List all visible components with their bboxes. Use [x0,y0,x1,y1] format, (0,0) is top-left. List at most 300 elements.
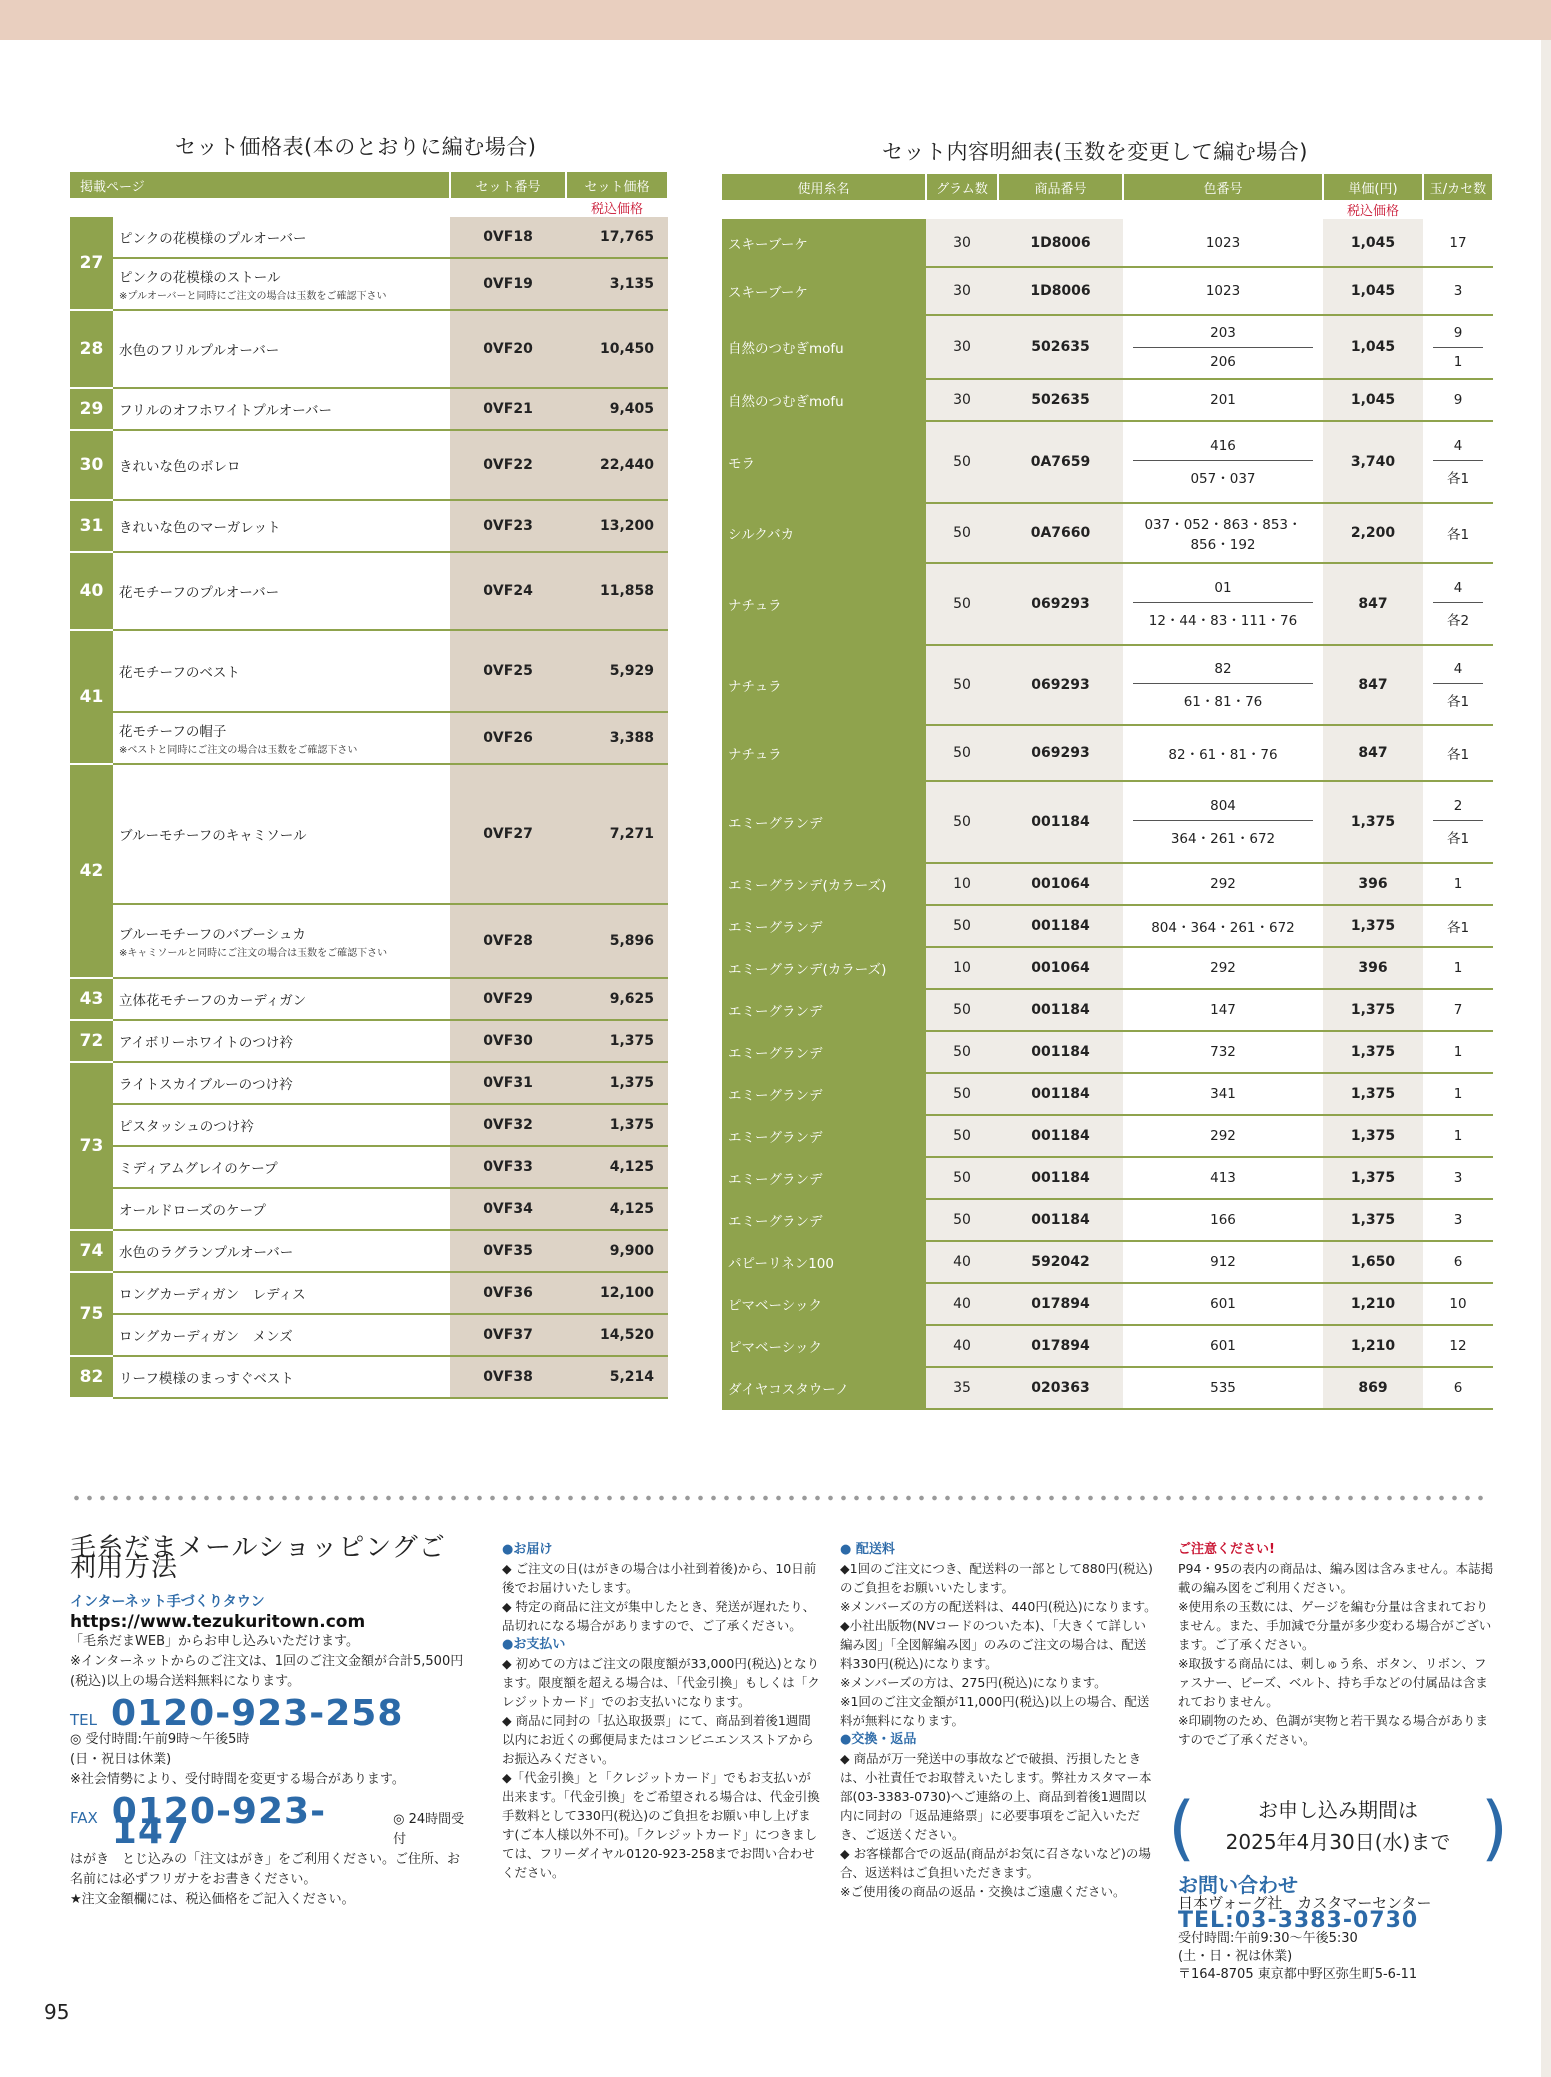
product-number: 001064 [998,863,1123,905]
shopping-info [70,1533,470,1910]
color-number: 206 [1210,353,1236,370]
unit-price: 2,200 [1323,503,1423,563]
delivery-payment-info [502,1540,822,1882]
item-name: ピンクの花模様のストール [119,270,281,286]
color-number: 912 [1210,1254,1236,1270]
color-numbers [1123,421,1323,503]
unit-price: 1,650 [1323,1241,1423,1283]
qty [1423,1115,1493,1157]
item-name-cell [113,1356,450,1398]
set-row [70,1230,668,1272]
fax-number[interactable]: 0120-923-147 [111,1791,327,1852]
unit-price: 3,740 [1323,421,1423,503]
returns-p3: ※ご使用後の商品の返品・交換はご遠慮ください。 [840,1884,1126,1899]
set-row [70,310,668,388]
set-row [70,764,668,904]
web-line: 「毛糸だまWEB」からお申し込みいただけます。 [70,1634,359,1649]
skein-count: 7 [1453,1002,1463,1018]
set-price: 1,375 [566,1104,668,1146]
item-name: ロングカーディガン レディス [119,1287,306,1303]
color-numbers [1123,1199,1323,1241]
skein-count: 1 [1453,876,1463,892]
grams: 10 [926,947,998,989]
skein-count: 1 [1453,353,1463,370]
unit-price: 1,375 [1323,1073,1423,1115]
set-row [70,1062,668,1104]
grams: 50 [926,905,998,947]
set-number: 0VF34 [450,1188,566,1230]
unit-price: 847 [1323,725,1423,781]
detail-row [722,1241,1493,1283]
divider [1133,460,1313,461]
set-price-table [70,172,669,1399]
yarn-name: パピーリネン100 [722,1241,926,1283]
color-number: 601 [1210,1296,1236,1312]
item-note: ※ベストと同時にご注文の場合は玉数をご確認下さい [119,745,358,756]
detail-row [722,989,1493,1031]
color-numbers [1123,1283,1323,1325]
qty [1423,1367,1493,1409]
yarn-name: エミーグランデ [722,989,926,1031]
internet-heading: インターネット手づくりタウン [70,1594,265,1610]
color-number: 201 [1210,392,1236,408]
divider [1133,683,1313,684]
detail-row [722,645,1493,725]
item-name-cell [113,1020,450,1062]
skein-count: 10 [1449,1296,1467,1312]
set-number: 0VF26 [450,712,566,764]
product-number: 001184 [998,1115,1123,1157]
skein-count: 9 [1453,324,1463,341]
item-name: ブルーモチーフのバブーシュカ [119,927,306,943]
set-number: 0VF20 [450,310,566,388]
detail-row [722,1031,1493,1073]
set-row [70,430,668,500]
grams: 30 [926,379,998,421]
detail-row [722,1199,1493,1241]
qty [1423,725,1493,781]
grams: 50 [926,1031,998,1073]
set-number: 0VF38 [450,1356,566,1398]
header-yarn: 使用糸名 [722,174,926,200]
yarn-name: モラ [722,421,926,503]
skein-count: 3 [1453,283,1463,299]
qty [1423,1031,1493,1073]
shipping-returns-info [840,1540,1158,1901]
product-number: 069293 [998,645,1123,725]
color-number: 1023 [1205,234,1241,251]
set-number: 0VF21 [450,388,566,430]
postcard-note: はがき とじ込みの「注文はがき」をご利用ください。ご住所、お名前には必ずフリガナをお書きください。 [70,1852,461,1887]
set-number: 0VF29 [450,978,566,1020]
item-name: リーフ模様のまっすぐベスト [119,1371,294,1387]
set-price: 1,375 [566,1020,668,1062]
color-numbers [1123,563,1323,645]
qty [1423,563,1493,645]
item-name-cell [113,978,450,1020]
detail-row [722,781,1493,863]
item-name-cell [113,1062,450,1104]
qty [1423,1241,1493,1283]
unit-price: 1,045 [1323,315,1423,379]
grams: 35 [926,1367,998,1409]
page-cell: 75 [70,1272,113,1356]
item-name: ピスタッシュのつけ衿 [119,1119,254,1135]
set-number: 0VF27 [450,764,566,904]
item-name-cell [113,1314,450,1356]
fax-label: FAX [70,1809,98,1827]
color-number: 416 [1210,437,1236,454]
detail-row [722,947,1493,989]
product-number: 001184 [998,905,1123,947]
detail-row [722,315,1493,379]
shipping-p5: ※1回のご注文金額が11,000円(税込)以上の場合、配送料が無料になります。 [840,1694,1150,1728]
color-number: 166 [1210,1212,1236,1228]
detail-row [722,1367,1493,1409]
grams: 50 [926,781,998,863]
color-number: 147 [1210,1002,1236,1018]
set-price: 1,375 [566,1062,668,1104]
set-price: 17,765 [566,217,668,258]
delivery-p2: ◆ 特定の商品に注文が集中したとき、発送が遅れたり、品切れになる場合がありますので、ご了承ください。 [502,1599,816,1633]
color-numbers [1123,379,1323,421]
yarn-name: エミーグランデ(カラーズ) [722,947,926,989]
product-number: 1D8006 [998,267,1123,315]
page-cell: 41 [70,630,113,764]
set-price: 11,858 [566,552,668,630]
unit-price: 1,375 [1323,1199,1423,1241]
color-number: 01 [1214,579,1232,596]
item-name-cell [113,217,450,258]
unit-price: 396 [1323,947,1423,989]
qty [1423,503,1493,563]
item-name-cell [113,764,450,904]
divider [1133,820,1313,821]
payment-heading: ●お支払い [502,1637,566,1652]
page-cell: 28 [70,310,113,388]
set-price: 5,896 [566,904,668,978]
detail-row [722,379,1493,421]
hours-days: (日・祝日は休業) [70,1752,172,1767]
color-numbers [1123,219,1323,267]
contact-address: 〒164-8705 東京都中野区弥生町5-6-11 [1178,1967,1418,1982]
skein-count: 6 [1453,1380,1463,1396]
color-number: 12・44・83・111・76 [1148,612,1298,629]
grams: 30 [926,219,998,267]
contact-info [1178,1873,1498,1984]
set-number: 0VF24 [450,552,566,630]
set-number: 0VF18 [450,217,566,258]
product-number: 502635 [998,379,1123,421]
yarn-name: 自然のつむぎmofu [722,315,926,379]
product-number: 069293 [998,563,1123,645]
set-number: 0VF35 [450,1230,566,1272]
returns-p2: ◆ お客様都合での返品(商品がお気に召さないなど)の場合、返送料はご負担いただきます。 [840,1846,1151,1880]
detail-row [722,1157,1493,1199]
yarn-name: エミーグランデ [722,905,926,947]
color-number: 292 [1210,960,1236,976]
item-name: きれいな色のマーガレット [119,520,281,536]
detail-row [722,563,1493,645]
item-name: 水色のラグランプルオーバー [119,1245,294,1261]
divider [1433,820,1483,821]
header-grams: グラム数 [926,174,998,200]
yarn-name: ナチュラ [722,645,926,725]
set-price: 22,440 [566,430,668,500]
yarn-name: エミーグランデ [722,1115,926,1157]
payment-p3: ◆「代金引換」と「クレジットカード」でもお支払いが出来ます。「代金引換」をご希望される場合は、代金引換手数料として330円(税込)のご負担をお願い申し上げます(ご本人様以外不可)。「クレジットカード」につきましては、フリーダイヤル0120-923-258までお問い合わせください。 [502,1770,820,1880]
qty [1423,989,1493,1031]
item-name-cell [113,1188,450,1230]
shipping-p2: ※メンバーズの方の配送料は、440円(税込)になります。 [840,1599,1157,1614]
returns-heading: ●交換・返品 [840,1732,917,1747]
divider [1133,602,1313,603]
set-number: 0VF37 [450,1314,566,1356]
color-number: 037・052・863・853・856・192 [1144,517,1302,553]
color-numbers [1123,1115,1323,1157]
product-number: 001064 [998,947,1123,989]
grams: 10 [926,863,998,905]
shipping-p1: ◆1回のご注文につき、配送料の一部として880円(税込)のご負担をお願いいたします。 [840,1561,1153,1595]
item-note: ※キャミソールと同時にご注文の場合は玉数をご確認下さい [119,948,388,959]
skein-count: 各1 [1446,830,1470,847]
page-cell: 73 [70,1062,113,1230]
skein-count: 1 [1453,960,1463,976]
qty [1423,219,1493,267]
qty [1423,379,1493,421]
yarn-name: スキーブーケ [722,219,926,267]
unit-price: 1,210 [1323,1283,1423,1325]
page-number: 95 [44,2000,70,2024]
skein-count: 3 [1453,1212,1463,1228]
item-name: 花モチーフのプルオーバー [119,585,280,601]
grams: 50 [926,725,998,781]
set-row [70,1020,668,1062]
set-number: 0VF31 [450,1062,566,1104]
contact-days: (土・日・祝は休業) [1178,1949,1293,1964]
caution-p1: P94・95の表内の商品は、編み図は含みません。本誌掲載の編み図をご利用ください。 [1178,1561,1494,1595]
grams: 50 [926,1073,998,1115]
item-name: フリルのオフホワイトプルオーバー [119,403,333,419]
page-cell: 42 [70,764,113,978]
page-cell: 82 [70,1356,113,1398]
set-number: 0VF36 [450,1272,566,1314]
unit-price: 1,210 [1323,1325,1423,1367]
detail-row [722,1325,1493,1367]
color-number: 364・261・672 [1170,830,1276,847]
product-number: 001184 [998,1199,1123,1241]
product-number: 001184 [998,781,1123,863]
set-number: 0VF30 [450,1020,566,1062]
skein-count: 6 [1453,1254,1463,1270]
color-numbers [1123,315,1323,379]
item-name: ライトスカイブルーのつけ衿 [119,1077,293,1093]
skein-count: 4 [1453,437,1463,454]
yarn-name: エミーグランデ [722,1199,926,1241]
item-name-cell [113,1104,450,1146]
color-number: 292 [1210,1128,1236,1144]
item-name-cell [113,1272,450,1314]
set-price: 4,125 [566,1188,668,1230]
color-number: 82 [1214,660,1232,677]
set-row [70,712,668,764]
color-number: 732 [1210,1044,1236,1060]
skein-count: 4 [1453,579,1463,596]
contact-heading: お問い合わせ [1178,1873,1298,1897]
set-row [70,258,668,310]
unit-price: 1,045 [1323,219,1423,267]
detail-row [722,267,1493,315]
skein-count: 9 [1453,392,1463,408]
item-name: ミディアムグレイのケープ [119,1161,278,1177]
page-cell: 40 [70,552,113,630]
yarn-name: エミーグランデ [722,1157,926,1199]
qty [1423,421,1493,503]
qty [1423,267,1493,315]
unit-price: 847 [1323,645,1423,725]
returns-p1: ◆ 商品が万一発送中の事故などで破損、汚損したときは、小社責任でお取替えいたします。弊社カスタマー本部(03-3383-0730)へご連絡の上、商品到着後1週間以内に同封の「返品連絡票」に必要事項をご記入いただき、ご返送ください。 [840,1751,1152,1842]
item-name-cell [113,388,450,430]
set-price: 9,900 [566,1230,668,1272]
skein-count: 各1 [1446,527,1470,543]
set-row [70,1146,668,1188]
unit-price: 1,045 [1323,267,1423,315]
qty [1423,863,1493,905]
set-price: 5,214 [566,1356,668,1398]
unit-price: 396 [1323,863,1423,905]
skein-count: 2 [1453,797,1463,814]
tax-label: 税込価格 [590,202,643,217]
grams: 50 [926,989,998,1031]
header-color: 色番号 [1123,174,1323,200]
detail-row [722,219,1493,267]
set-row [70,552,668,630]
grams: 50 [926,1157,998,1199]
product-number: 017894 [998,1283,1123,1325]
set-number: 0VF23 [450,500,566,552]
color-numbers [1123,1241,1323,1283]
header-set-price: セット価格 [566,172,668,198]
hours-note: ※社会情勢により、受付時間を変更する場合があります。 [70,1772,405,1787]
detail-row [722,1283,1493,1325]
page-cell: 27 [70,217,113,310]
yarn-name: ナチュラ [722,563,926,645]
yarn-name: シルクバカ [722,503,926,563]
grams: 50 [926,563,998,645]
tel-label: TEL [70,1711,97,1729]
item-name-cell [113,310,450,388]
skein-count: 12 [1449,1338,1467,1354]
detail-row [722,1073,1493,1115]
color-numbers [1123,1031,1323,1073]
divider [1433,683,1483,684]
set-row [70,904,668,978]
unit-price: 847 [1323,563,1423,645]
divider [1433,347,1483,348]
product-number: 0A7659 [998,421,1123,503]
set-price: 13,200 [566,500,668,552]
color-number: 1023 [1205,283,1241,299]
item-name-cell [113,630,450,712]
grams: 40 [926,1283,998,1325]
set-number: 0VF33 [450,1146,566,1188]
yarn-name: エミーグランデ [722,781,926,863]
bracket-right-icon: ) [1480,1787,1508,1869]
yarn-name: スキーブーケ [722,267,926,315]
contact-tel[interactable]: TEL:03-3383-0730 [1178,1908,1419,1933]
shopping-title: 毛糸だまメールショッピングご利用方法 [70,1533,446,1583]
yarn-name: エミーグランデ [722,1073,926,1115]
yarn-name: エミーグランデ [722,1031,926,1073]
skein-count: 17 [1449,234,1467,251]
delivery-p1: ◆ ご注文の日(はがきの場合は小社到着後)から、10日前後でお届けいたします。 [502,1561,817,1595]
skein-count: 1 [1453,1086,1463,1102]
fax-note: ◎ 24時間受付 [393,1812,465,1847]
set-row [70,1356,668,1398]
detail-row [722,725,1493,781]
caution-heading: ご注意ください! [1178,1542,1275,1557]
item-name-cell [113,500,450,552]
color-numbers [1123,645,1323,725]
top-decorative-band [0,0,1551,40]
yarn-name: エミーグランデ(カラーズ) [722,863,926,905]
color-numbers [1123,1157,1323,1199]
set-price: 10,450 [566,310,668,388]
set-number: 0VF22 [450,430,566,500]
color-number: 413 [1210,1170,1236,1186]
yarn-name: ピマベーシック [722,1325,926,1367]
qty [1423,947,1493,989]
contact-company: 日本ヴォーグ社 カスタマーセンター [1178,1894,1432,1912]
set-price: 3,388 [566,712,668,764]
color-number: 804 [1210,797,1236,814]
skein-count: 3 [1453,1170,1463,1186]
payment-p1: ◆ 初めての方はご注文の限度額が33,000円(税込)となります。限度額を超える場合は、「代金引換」もしくは「クレジットカード」でのお支払いになります。 [502,1656,820,1709]
item-name: アイボリーホワイトのつけ衿 [119,1035,293,1051]
qty [1423,315,1493,379]
payment-p2: ◆ 商品に同封の「払込取扱票」にて、商品到着後1週間以内にお近くの郵便局またはコンビニエンスストアからお振込みください。 [502,1713,814,1766]
page-cell: 31 [70,500,113,552]
set-price: 14,520 [566,1314,668,1356]
header-product: 商品番号 [998,174,1123,200]
skein-count: 各1 [1446,470,1470,487]
color-numbers [1123,781,1323,863]
grams: 30 [926,267,998,315]
color-numbers [1123,905,1323,947]
grams: 50 [926,645,998,725]
skein-count: 1 [1453,1128,1463,1144]
color-numbers [1123,947,1323,989]
item-name: ブルーモチーフのキャミソール [119,828,307,844]
item-name: ピンクの花模様のプルオーバー [119,231,307,247]
set-number: 0VF28 [450,904,566,978]
color-numbers [1123,503,1323,563]
website-link[interactable]: https://www.tezukuritown.com [70,1612,366,1632]
skein-count: 1 [1453,1044,1463,1060]
skein-count: 各2 [1446,612,1470,629]
tel-number[interactable]: 0120-923-258 [111,1693,404,1734]
detail-row [722,905,1493,947]
color-number: 203 [1210,324,1236,341]
color-numbers [1123,863,1323,905]
color-number: 61・81・76 [1183,693,1263,710]
page-edge [1541,40,1551,2077]
color-number: 057・037 [1190,470,1256,487]
product-number: 592042 [998,1241,1123,1283]
delivery-heading: ●お届け [502,1542,553,1557]
yarn-name: ピマベーシック [722,1283,926,1325]
set-row [70,1272,668,1314]
